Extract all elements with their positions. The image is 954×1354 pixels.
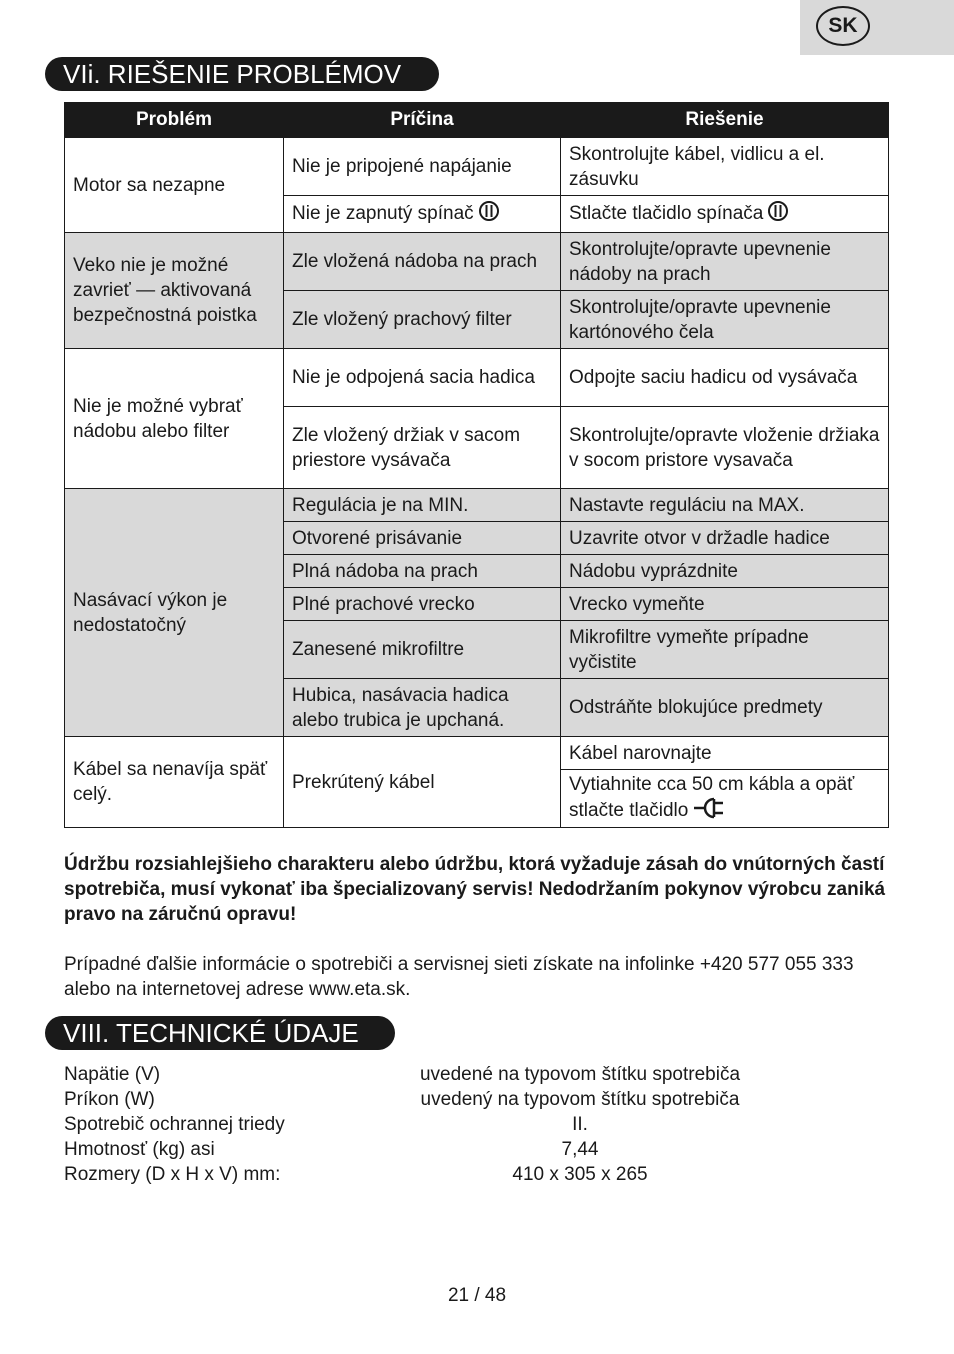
solution-cell: Uzavrite otvor v držadle hadice <box>561 522 889 555</box>
cause-cell: Nie je zapnutý spínač <box>284 196 561 233</box>
table-row <box>65 138 889 196</box>
language-badge: SK <box>816 6 870 46</box>
header-problem: Problém <box>65 103 284 138</box>
problem-cell: Motor sa nezapne <box>65 138 284 233</box>
solution-cell: Odstráňte blokujúce predmety <box>561 679 889 737</box>
cause-cell: Zle vložený prachový filter <box>284 291 561 349</box>
troubleshooting-table <box>64 102 889 828</box>
language-tab <box>800 0 954 55</box>
problem-cell: Kábel sa nenavíja späť celý. <box>65 737 284 828</box>
table-row <box>65 233 889 291</box>
power-switch-icon <box>478 200 500 229</box>
solution-cell: Kábel narovnajte <box>561 737 889 770</box>
spec-label: Napätie (V) <box>64 1064 161 1085</box>
solution-cell: Vytiahnite cca 50 cm kábla a opäť stlačte tlačidlo <box>561 770 889 828</box>
table-row <box>65 737 889 770</box>
solution-cell: Skontrolujte/opravte vloženie držiaka v socom pristore vysavača <box>561 407 889 489</box>
solution-cell: Mikrofiltre vymeňte prípadne vyčistite <box>561 621 889 679</box>
problem-cell: Nasávací výkon je nedostatočný <box>65 489 284 737</box>
cause-cell: Nie je pripojené napájanie <box>284 138 561 196</box>
page-number: 21 / 48 <box>447 1285 507 1306</box>
spec-label: Spotrebič ochrannej triedy <box>64 1114 285 1135</box>
cause-cell: Prekrútený kábel <box>284 737 561 828</box>
header-cause: Príčina <box>284 103 561 138</box>
solution-cell: Skontrolujte/opravte upevnenie nádoby na prach <box>561 233 889 291</box>
infoline-note: Prípadné ďalšie informácie o spotrebiči a servisnej sieti získate na infolinke +420 577 055 333 alebo na internetovej adrese www.eta.sk. <box>64 954 854 1000</box>
cause-cell: Nie je odpojená sacia hadica <box>284 349 561 407</box>
table-row <box>65 489 889 522</box>
spec-value: 7,44 <box>561 1139 599 1160</box>
spec-value: II. <box>572 1114 588 1135</box>
spec-label: Príkon (W) <box>64 1089 155 1110</box>
solution-cell: Skontrolujte/opravte upevnenie kartónového čela <box>561 291 889 349</box>
solution-cell: Stlačte tlačidlo spínača <box>561 196 889 233</box>
cause-cell: Regulácia je na MIN. <box>284 489 561 522</box>
solution-cell: Nastavte reguláciu na MAX. <box>561 489 889 522</box>
service-warning: Údržbu rozsiahlejšieho charakteru alebo údržbu, ktorá vyžaduje zásah do vnútorných častí spotrebiča, musí vykonať iba špecializovaný servis! Nedodržaním pokynov výrobcu zaniká pravo na záručnú opravu! <box>64 854 886 925</box>
spec-row <box>64 1062 894 1087</box>
header-solution: Riešenie <box>561 103 889 138</box>
solution-cell: Vrecko vymeňte <box>561 588 889 621</box>
cause-cell: Otvorené prisávanie <box>284 522 561 555</box>
solution-cell: Nádobu vyprázdnite <box>561 555 889 588</box>
spec-value: 410 x 305 x 265 <box>512 1164 648 1185</box>
cause-cell: Plné prachové vrecko <box>284 588 561 621</box>
problem-cell: Veko nie je možné zavrieť — aktivovaná bezpečnostná poistka <box>65 233 284 349</box>
table-row <box>65 349 889 407</box>
power-switch-icon <box>767 200 789 229</box>
section-title-troubleshooting: VIi. RIEŠENIE PROBLÉMOV <box>45 57 439 91</box>
spec-label: Rozmery (D x H x V) mm: <box>64 1164 281 1185</box>
cause-cell: Hubica, nasávacia hadica alebo trubica je upchaná. <box>284 679 561 737</box>
spec-row <box>64 1162 894 1187</box>
spec-row <box>64 1112 894 1137</box>
problem-cell: Nie je možné vybrať nádobu alebo filter <box>65 349 284 489</box>
spec-value: uvedené na typovom štítku spotrebiča <box>419 1064 741 1085</box>
spec-value: uvedený na typovom štítku spotrebiča <box>420 1089 740 1110</box>
cord-rewind-icon <box>692 797 726 826</box>
spec-row <box>64 1137 894 1162</box>
spec-row <box>64 1087 894 1112</box>
cause-cell: Zanesené mikrofiltre <box>284 621 561 679</box>
cause-cell: Zle vložená nádoba na prach <box>284 233 561 291</box>
solution-cell: Skontrolujte kábel, vidlicu a el. zásuvku <box>561 138 889 196</box>
solution-cell: Odpojte saciu hadicu od vysávača <box>561 349 889 407</box>
spec-label: Hmotnosť (kg) asi <box>64 1139 215 1160</box>
section-title-technical-data: VIII. TECHNICKÉ ÚDAJE <box>45 1016 395 1050</box>
cause-cell: Zle vložený držiak v sacom priestore vysávača <box>284 407 561 489</box>
table-header-row <box>65 103 889 138</box>
cause-cell: Plná nádoba na prach <box>284 555 561 588</box>
